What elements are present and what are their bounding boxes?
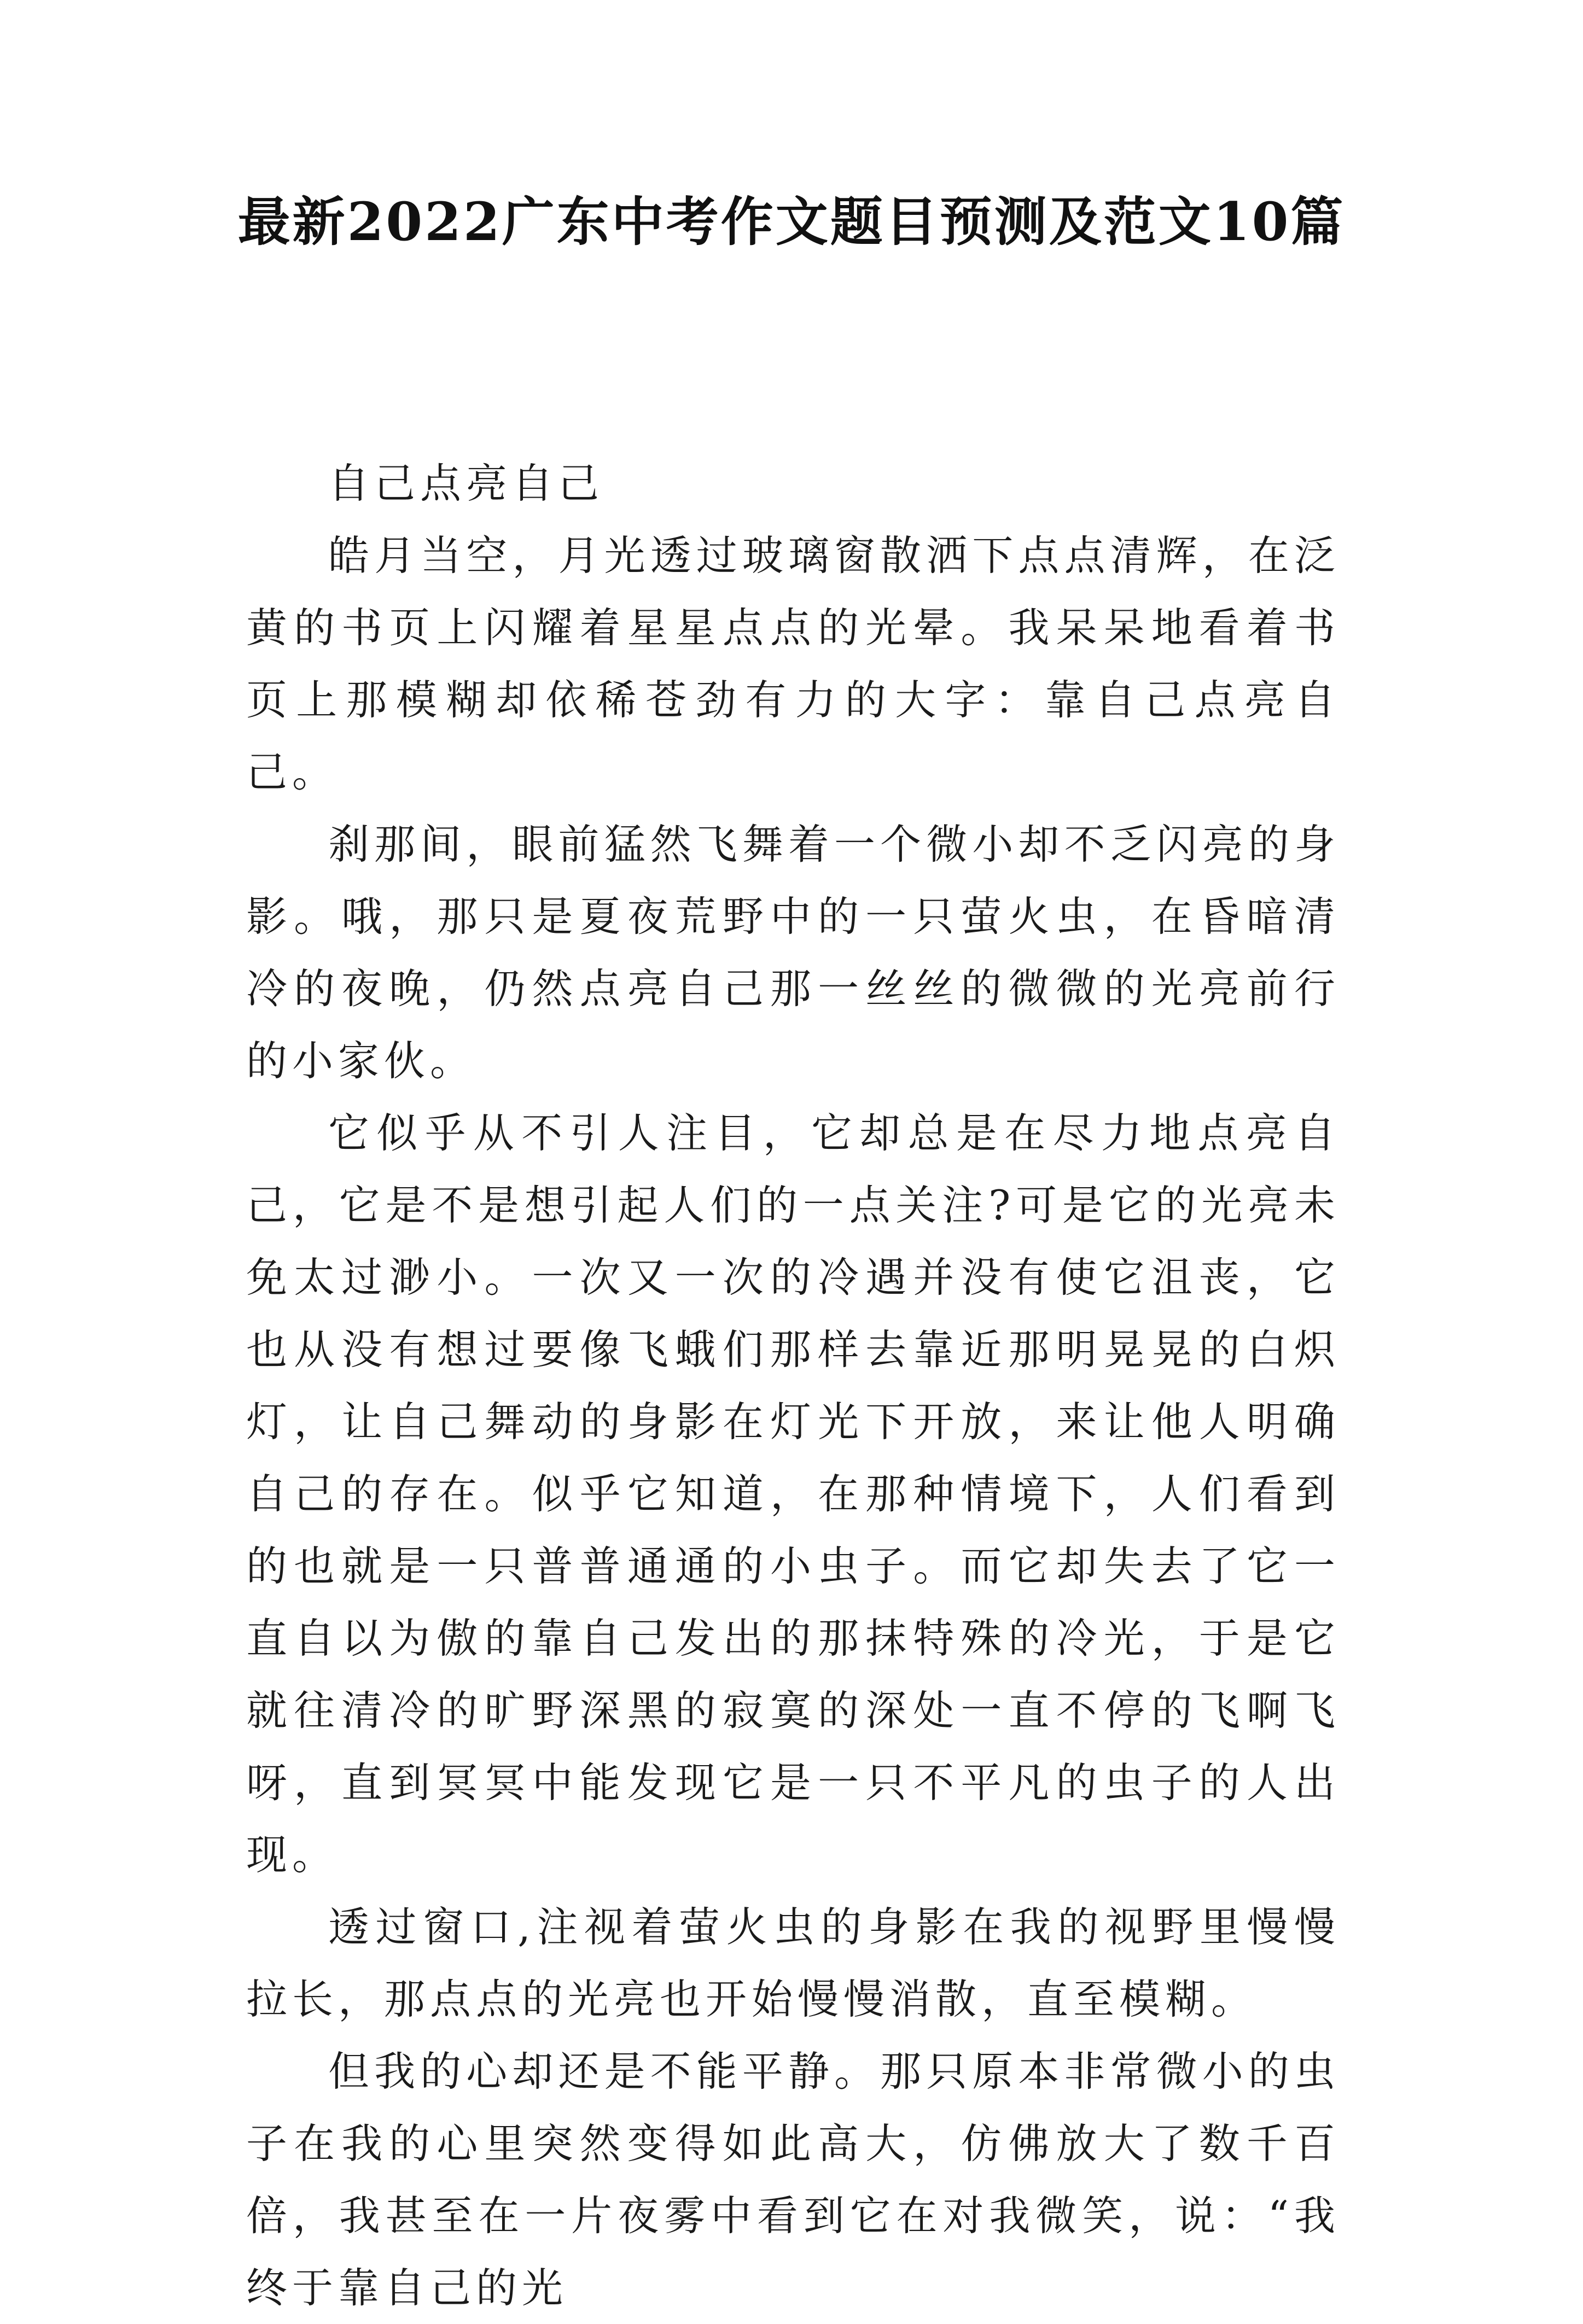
paragraph: 皓月当空，月光透过玻璃窗散洒下点点清辉，在泛黄的书页上闪耀着星星点点的光晕。我呆呆地看着书页上那模糊却依稀苍劲有力的大字：靠自己点亮自己。 <box>246 532 1340 796</box>
essay-title: 自己点亮自己 <box>328 459 604 507</box>
paragraph: 刹那间，眼前猛然飞舞着一个微小却不乏闪亮的身影。哦，那只是夏夜荒野中的一只萤火虫，在昏暗清冷的夜晚，仍然点亮自己那一丝丝的微微的光亮前行的小家伙。 <box>246 820 1340 1085</box>
essay-body <box>246 447 1340 2324</box>
paragraph: 它似乎从不引人注目，它却总是在尽力地点亮自己，它是不是想引起人们的一点关注?可是它的光亮未免太过渺小。一次又一次的冷遇并没有使它沮丧，它也从没有想过要像飞蛾们那样去靠近那明晃晃的白炽灯，让自己舞动的身影在灯光下开放，来让他人明确自己的存在。似乎它知道，在那种情境下，人们看到的也就是一只普普通通的小虫子。而它却失去了它一直自以为傲的靠自己发出的那抹特殊的冷光，于是它就往清冷的旷野深黑的寂寞的深处一直不停的飞啊飞呀，直到冥冥中能发现它是一只不平凡的虫子的人出现。 <box>246 1109 1340 1879</box>
paragraph: 透过窗口,注视着萤火虫的身影在我的视野里慢慢拉长，那点点的光亮也开始慢慢消散，直至模糊。 <box>246 1903 1340 2023</box>
document-title: 最新2022广东中考作文题目预测及范文10篇 <box>237 191 1346 253</box>
paragraph: 但我的心却还是不能平静。那只原本非常微小的虫子在我的心里突然变得如此高大，仿佛放大了数千百倍，我甚至在一片夜雾中看到它在对我微笑，说：“我终于靠自己的光 <box>246 2047 1340 2312</box>
